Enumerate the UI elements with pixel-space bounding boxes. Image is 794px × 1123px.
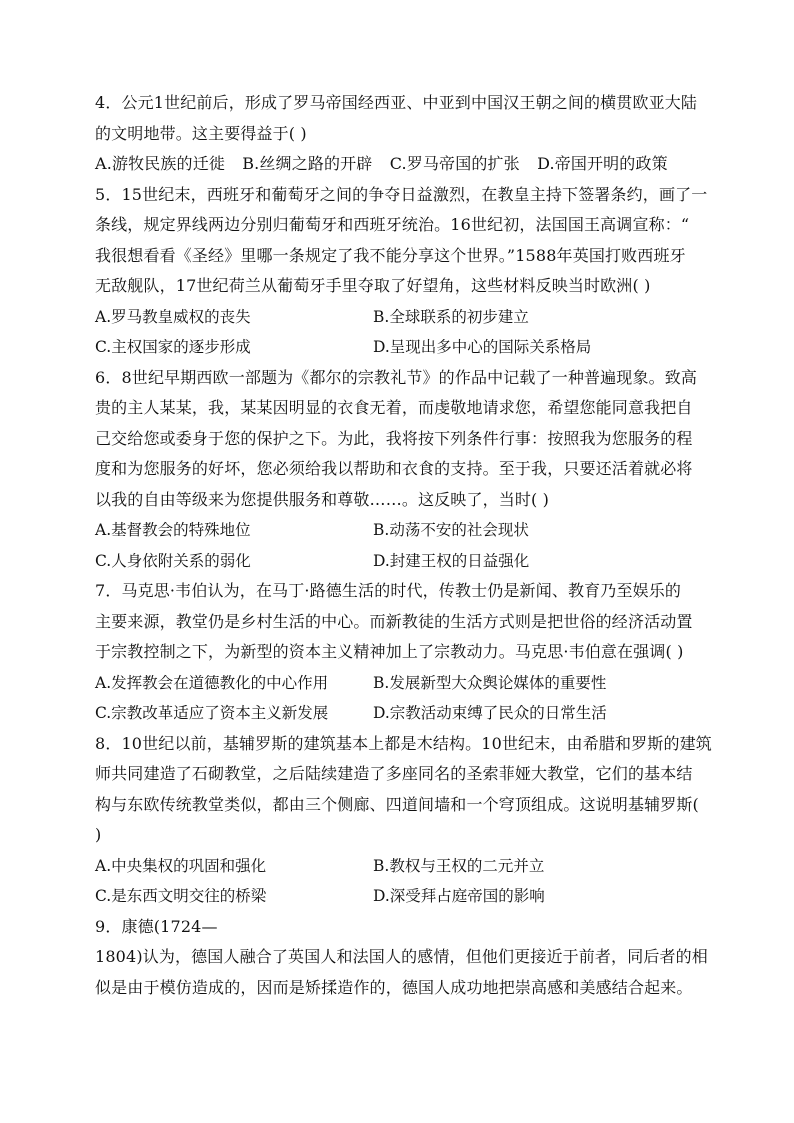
question-9	[95, 912, 708, 1004]
question-text-line: 贵的主人某某，我，某某因明显的衣食无着，而虔敬地请求您，希望您能同意我把自	[95, 398, 693, 417]
question-text-line: 主要来源，教堂仍是乡村生活的中心。而新教徒的生活方式则是把世俗的经济活动置	[95, 611, 693, 631]
question-text-line: 于宗教控制之下，为新型的资本主义精神加上了宗教动力。马克思·韦伯意在强调( )	[95, 642, 684, 661]
question-text-line: 1804)认为，德国人融合了英国人和法国人的感情，但他们更接近于前者，同后者的相	[95, 947, 708, 966]
option-d[interactable]: D.帝国开明的政策	[537, 154, 668, 173]
option-c[interactable]: C.人身依附关系的弱化	[95, 551, 251, 570]
answer-options-row	[95, 332, 703, 363]
question-7	[95, 576, 703, 729]
question-text-line: )	[95, 825, 102, 844]
question-5	[95, 180, 708, 363]
option-b[interactable]: B.全球联系的初步建立	[373, 307, 529, 326]
question-text-line: 6．8世纪早期西欧一部题为《都尔的宗教礼节》的作品中记载了一种普遍现象。致高	[95, 367, 698, 387]
answer-options-row	[95, 149, 703, 180]
option-a[interactable]: A.发挥教会在道德教化的中心作用	[95, 673, 329, 692]
question-text-line: 5．15世纪末，西班牙和葡萄牙之间的争夺日益激烈，在教皇主持下签署条约，画了一	[95, 184, 708, 204]
question-text-line: 4．公元1世纪前后，形成了罗马帝国经西亚、中亚到中国汉王朝之间的横贯欧亚大陆	[95, 93, 698, 112]
question-text-line: 己交给您或委身于您的保护之下。为此，我将按下列条件行事：按照我为您服务的程	[95, 428, 693, 448]
option-a[interactable]: A.基督教会的特殊地位	[95, 521, 251, 539]
answer-options-row	[95, 515, 703, 546]
question-text-line: 我很想看看《圣经》里哪一条规定了我不能分享这个世界。”1588年英国打败西班牙	[95, 245, 686, 265]
option-d[interactable]: D.封建王权的日益强化	[373, 551, 530, 570]
answer-options-row	[95, 698, 703, 729]
question-text-line: 8．10世纪以前，基辅罗斯的建筑基本上都是木结构。10世纪末，由希腊和罗斯的建筑	[95, 733, 712, 753]
option-b[interactable]: B.教权与王权的二元并立	[373, 856, 545, 875]
answer-options-row	[95, 881, 703, 912]
question-text-line: 条线，规定界线两边分别归葡萄牙和西班牙统治。16世纪初，法国国王高调宣称：“	[95, 215, 690, 234]
answer-options-row	[95, 851, 703, 882]
option-b[interactable]: B.发展新型大众舆论媒体的重要性	[373, 673, 607, 692]
question-text-line: 师共同建造了石砌教堂，之后陆续建造了多座同名的圣索菲娅大教堂，它们的基本结	[95, 764, 693, 783]
option-d[interactable]: D.宗教活动束缚了民众的日常生活	[373, 704, 607, 722]
question-text-line: 以我的自由等级来为您提供服务和尊敬……。这反映了，当时( )	[95, 489, 550, 509]
option-b[interactable]: B.丝绸之路的开辟	[242, 154, 373, 173]
answer-options-row	[95, 546, 703, 577]
option-a[interactable]: A.罗马教皇威权的丧失	[95, 307, 251, 326]
question-4	[95, 88, 703, 180]
question-text-line: 无敌舰队，17世纪荷兰从葡萄牙手里夺取了好望角，这些材料反映当时欧洲( )	[95, 276, 651, 295]
exam-page	[95, 88, 712, 1003]
option-c[interactable]: C.罗马帝国的扩张	[389, 154, 520, 173]
answer-options-row	[95, 668, 703, 699]
question-text-line: 似是由于模仿造成的，因而是矫揉造作的，德国人成功地把崇高感和美感结合起来。	[95, 977, 693, 997]
question-text-line: 9．康德(1724—	[95, 916, 218, 936]
question-8	[95, 729, 712, 912]
question-text-line: 7．马克思·韦伯认为，在马丁·路德生活的时代，传教士仍是新闻、教育乃至娱乐的	[95, 581, 682, 600]
option-d[interactable]: D.呈现出多中心的国际关系格局	[373, 338, 592, 356]
option-b[interactable]: B.动荡不安的社会现状	[373, 521, 529, 539]
answer-options-row	[95, 302, 703, 333]
option-c[interactable]: C.宗教改革适应了资本主义新发展	[95, 704, 329, 722]
option-c[interactable]: C.是东西文明交往的桥梁	[95, 887, 267, 905]
option-c[interactable]: C.主权国家的逐步形成	[95, 338, 251, 356]
option-a[interactable]: A.游牧民族的迁徙	[95, 154, 225, 173]
option-d[interactable]: D.深受拜占庭帝国的影响	[373, 887, 545, 905]
question-text-line: 构与东欧传统教堂类似，都由三个侧廊、四道间墙和一个穹顶组成。这说明基辅罗斯(	[95, 794, 699, 814]
question-6	[95, 363, 703, 577]
option-a[interactable]: A.中央集权的巩固和强化	[95, 856, 267, 875]
question-text-line: 度和为您服务的好坏，您必须给我以帮助和衣食的支持。至于我，只要还活着就必将	[95, 459, 693, 478]
question-text-line: 的文明地带。这主要得益于( )	[95, 123, 307, 143]
